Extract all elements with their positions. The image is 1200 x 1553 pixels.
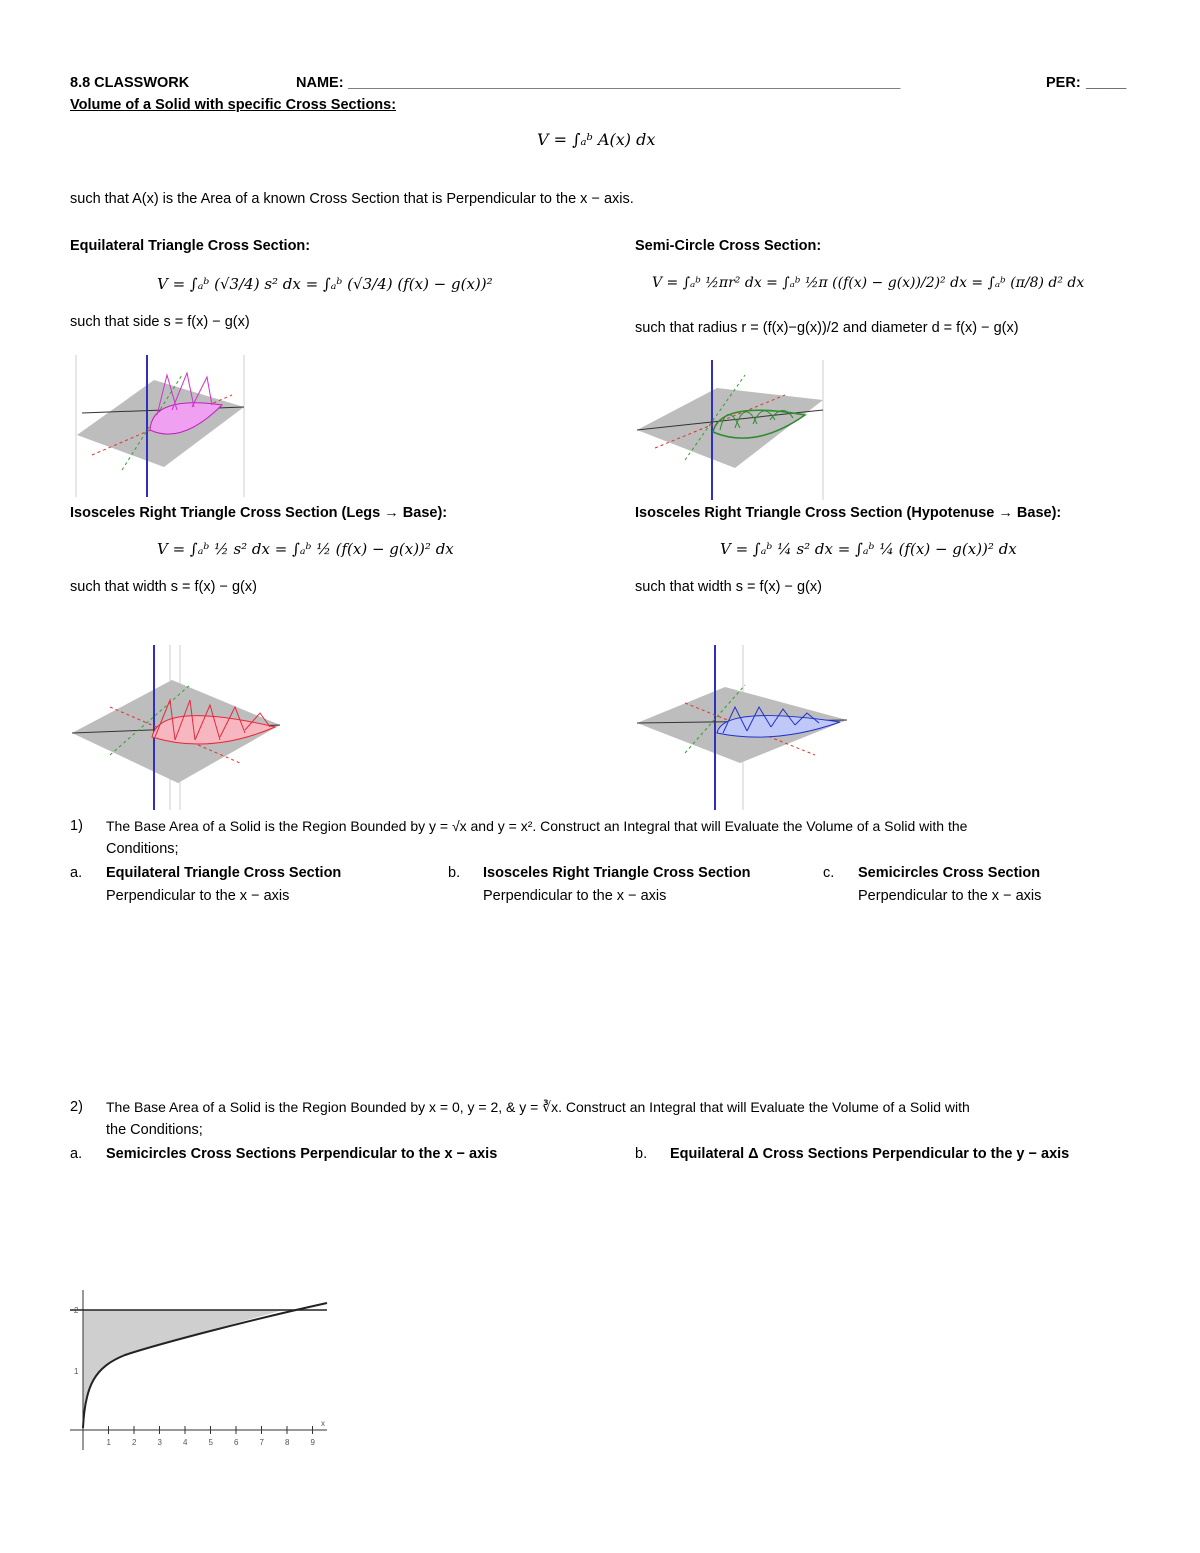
problem1-part-a-title: Equilateral Triangle Cross Section	[106, 865, 342, 881]
main-formula: V = ∫ₐᵇ A(x) dx	[537, 130, 656, 149]
problem1-part-c-sub: Perpendicular to the x − axis	[858, 888, 1042, 904]
semicircle-title: Semi-Circle Cross Section:	[635, 238, 822, 254]
x-tick-label: 4	[183, 1438, 188, 1447]
x-tick-label: 9	[310, 1438, 315, 1447]
problem1-number: 1)	[70, 818, 83, 834]
iso-hyp-figure	[635, 645, 850, 810]
iso-hyp-condition: such that width s = f(x) − g(x)	[635, 579, 822, 595]
semicircle-formula: V = ∫ₐᵇ ½πr² dx = ∫ₐᵇ ½π ((f(x) − g(x))/2)² dx = ∫ₐᵇ (π/8) d² dx	[652, 275, 1085, 291]
equilateral-figure	[72, 355, 252, 497]
x-tick-label: 2	[132, 1438, 137, 1447]
name-blank[interactable]: __________________________________________________________________________________	[348, 75, 900, 90]
problem1-part-c-letter: c.	[823, 865, 835, 881]
problem1-part-b-title: Isosceles Right Triangle Cross Section	[483, 865, 751, 881]
x-tick-label: 8	[285, 1438, 290, 1447]
x-tick-label: 3	[157, 1438, 162, 1447]
per-blank[interactable]: _____	[1086, 75, 1127, 91]
semicircle-condition: such that radius r = (f(x)−g(x))/2 and diameter d = f(x) − g(x)	[635, 320, 1019, 336]
problem2-text-line2: the Conditions;	[106, 1122, 203, 1138]
problem1-text-line1: The Base Area of a Solid is the Region Bounded by y = √x and y = x². Construct an Integral that will Evaluate the Volume of a Solid with the	[106, 818, 968, 834]
region-graph	[65, 1285, 335, 1460]
problem1-part-a-letter: a.	[70, 865, 83, 881]
equilateral-formula: V = ∫ₐᵇ (√3/4) s² dx = ∫ₐᵇ (√3/4) (f(x) − g(x))²	[157, 275, 493, 293]
iso-hyp-title: Isosceles Right Triangle Cross Section (Hypotenuse → Base):	[635, 505, 1062, 521]
course-label: 8.8 CLASSWORK	[70, 75, 190, 91]
problem1-part-b-sub: Perpendicular to the x − axis	[483, 888, 667, 904]
x-axis-label: x	[321, 1419, 325, 1428]
x-tick-label: 5	[208, 1438, 213, 1447]
problem1-part-b-letter: b.	[448, 865, 461, 881]
equilateral-condition: such that side s = f(x) − g(x)	[70, 314, 250, 330]
equilateral-title: Equilateral Triangle Cross Section:	[70, 238, 311, 254]
x-tick-label: 1	[106, 1438, 111, 1447]
problem1-part-a-sub: Perpendicular to the x − axis	[106, 888, 290, 904]
page-title: Volume of a Solid with specific Cross Sections:	[70, 97, 397, 113]
intro-text: such that A(x) is the Area of a known Cross Section that is Perpendicular to the x − axis.	[70, 191, 634, 207]
x-tick-label: 7	[259, 1438, 264, 1447]
iso-legs-title: Isosceles Right Triangle Cross Section (Legs → Base):	[70, 505, 448, 521]
problem2-part-a-title: Semicircles Cross Sections Perpendicular to the x − axis	[106, 1146, 498, 1162]
iso-legs-formula: V = ∫ₐᵇ ½ s² dx = ∫ₐᵇ ½ (f(x) − g(x))² dx	[157, 540, 454, 558]
semicircle-figure	[635, 360, 825, 500]
per-label: PER:	[1046, 75, 1081, 91]
y-tick-1: 1	[74, 1367, 79, 1376]
problem2-number: 2)	[70, 1099, 83, 1115]
iso-legs-figure	[70, 645, 280, 810]
problem2-part-b-letter: b.	[635, 1146, 648, 1162]
problem1-text-line2: Conditions;	[106, 841, 179, 857]
problem2-text-line1: The Base Area of a Solid is the Region Bounded by x = 0, y = 2, & y = ∛x. Construct an Integral that will Evaluate the Volume of a Solid with	[106, 1099, 970, 1115]
iso-legs-condition: such that width s = f(x) − g(x)	[70, 579, 257, 595]
name-label: NAME:	[296, 75, 344, 91]
problem2-part-a-letter: a.	[70, 1146, 83, 1162]
problem1-part-c-title: Semicircles Cross Section	[858, 865, 1041, 881]
problem2-part-b-title: Equilateral Δ Cross Sections Perpendicular to the y − axis	[670, 1146, 1070, 1162]
iso-hyp-formula: V = ∫ₐᵇ ¼ s² dx = ∫ₐᵇ ¼ (f(x) − g(x))² dx	[720, 540, 1017, 558]
y-tick-2: 2	[74, 1306, 79, 1315]
x-tick-label: 6	[234, 1438, 239, 1447]
